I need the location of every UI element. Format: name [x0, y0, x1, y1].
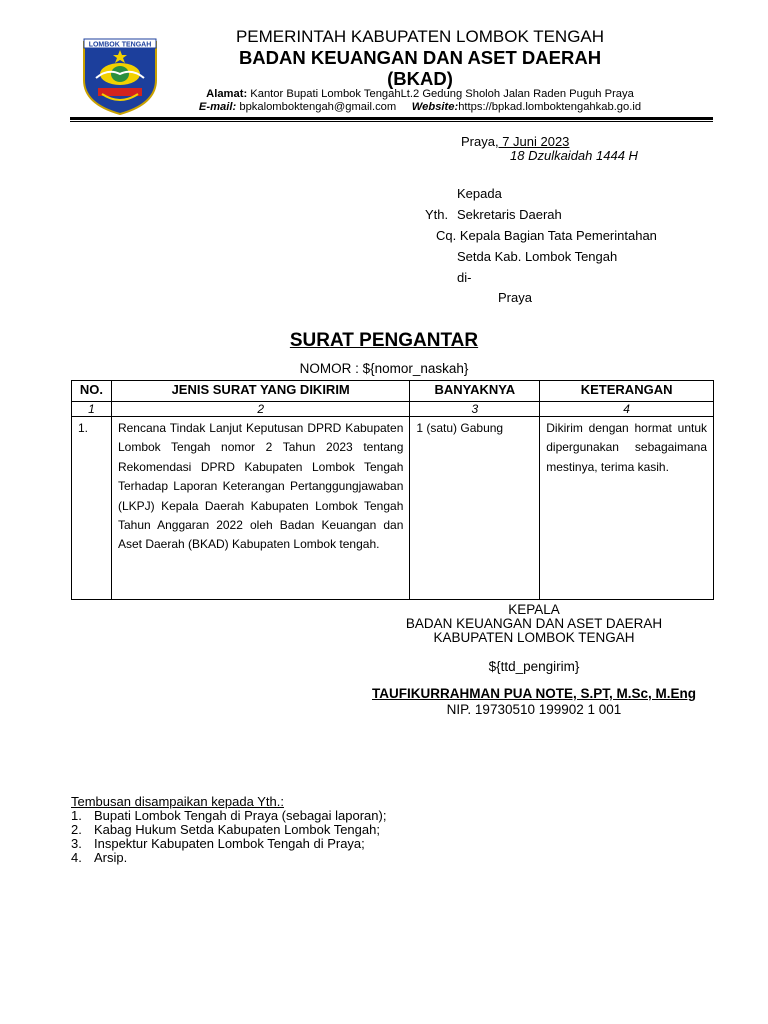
date-hijri: 18 Dzulkaidah 1444 H — [510, 148, 638, 163]
tembusan-item-number: 2. — [71, 822, 82, 837]
header-jenis: JENIS SURAT YANG DIKIRIM — [111, 381, 409, 402]
row-no: 1. — [72, 417, 112, 600]
tembusan-item-number: 4. — [71, 850, 82, 865]
header-no: NO. — [72, 381, 112, 402]
table-header-row — [72, 381, 714, 402]
address-label: Alamat: — [206, 88, 248, 100]
date-gregorian: 7 Juni 2023 — [498, 134, 570, 149]
tembusan-item-number: 1. — [71, 808, 82, 823]
letterhead-contact — [0, 101, 768, 113]
tembusan-item — [71, 809, 386, 823]
letterhead-address — [0, 88, 768, 100]
tembusan-item-text: Bupati Lombok Tengah di Praya (sebagai laporan); — [94, 808, 387, 823]
date-place: Praya, — [461, 134, 499, 149]
row-keterangan: Dikirim dengan hormat untuk dipergunakan sebagaimana mestinya, terima kasih. — [540, 417, 714, 600]
recipient-di: di- — [457, 270, 472, 285]
column-number-row — [72, 402, 714, 417]
letterhead-line-1: PEMERINTAH KABUPATEN LOMBOK TENGAH — [235, 27, 605, 46]
row-jenis: Rencana Tindak Lanjut Keputusan DPRD Kabupaten Lombok Tengah nomor 2 Tahun 2023 tentang Rekomendasi DPRD Kabupaten Lombok Tengah Terhadap Laporan Keterangan Pertanggungjawaban (LKPJ) Kepala Daerah Kabupaten Lombok Tengah Tahun Anggaran 2022 oleh Badan Keuangan dan Aset Daerah (BKAD) Kabupaten Lombok tengah. — [111, 417, 409, 600]
date-line — [461, 134, 569, 149]
header-banyaknya: BANYAKNYA — [410, 381, 540, 402]
recipient-to: Sekretaris Daerah — [457, 207, 562, 222]
letterhead-rule-thin — [70, 121, 713, 122]
recipient-city: Praya — [498, 290, 532, 305]
col-number: 3 — [410, 402, 540, 417]
website-label: Website: — [411, 101, 459, 113]
tembusan-item-number: 3. — [71, 836, 82, 851]
tembusan-item-text: Kabag Hukum Setda Kabupaten Lombok Tengah; — [94, 822, 380, 837]
recipient-cq: Cq. Kepala Bagian Tata Pemerintahan — [436, 228, 657, 243]
signature-title: KEPALA — [508, 602, 560, 617]
signature-region: KABUPATEN LOMBOK TENGAH — [433, 630, 635, 645]
col-number: 2 — [111, 402, 409, 417]
signature-org: BADAN KEUANGAN DAN ASET DAERAH — [405, 616, 663, 631]
signatory-name: TAUFIKURRAHMAN PUA NOTE, S.PT, M.Sc, M.Eng — [372, 686, 696, 701]
letterhead-rule-thick — [70, 117, 713, 120]
signature-placeholder: ${ttd_pengirim} — [488, 659, 580, 674]
recipient-yth: Yth. — [425, 207, 449, 222]
signatory-nip: NIP. 19730510 199902 1 001 — [446, 702, 622, 717]
tembusan-item — [71, 837, 365, 851]
document-title: SURAT PENGANTAR — [289, 330, 479, 351]
col-number: 1 — [72, 402, 112, 417]
row-banyaknya: 1 (satu) Gabung — [410, 417, 540, 600]
tembusan-item — [71, 851, 127, 865]
website-value: https://bpkad.lomboktengahkab.go.id — [458, 101, 642, 113]
email-value: bpkalomboktengah@gmail.com — [239, 101, 397, 113]
tembusan-heading: Tembusan disampaikan kepada Yth.: — [71, 794, 284, 809]
tembusan-item — [71, 823, 380, 837]
header-keterangan: KETERANGAN — [540, 381, 714, 402]
document-table — [71, 380, 714, 600]
col-number: 4 — [540, 402, 714, 417]
tembusan-item-text: Arsip. — [94, 850, 128, 865]
tembusan-item-text: Inspektur Kabupaten Lombok Tengah di Praya; — [94, 836, 365, 851]
document-number: NOMOR : ${nomor_naskah} — [299, 361, 469, 376]
address-value: Kantor Bupati Lombok TengahLt.2 Gedung Sholoh Jalan Raden Puguh Praya — [250, 88, 634, 100]
emblem-banner-text: LOMBOK TENGAH — [88, 41, 152, 49]
letterhead-agency: BADAN KEUANGAN DAN ASET DAERAH — [238, 47, 602, 68]
recipient-kepada: Kepada — [457, 186, 502, 201]
letterhead-acronym: (BKAD) — [387, 68, 453, 89]
table-row — [72, 417, 714, 600]
email-label: E-mail: — [198, 101, 237, 113]
recipient-setda: Setda Kab. Lombok Tengah — [457, 249, 618, 264]
